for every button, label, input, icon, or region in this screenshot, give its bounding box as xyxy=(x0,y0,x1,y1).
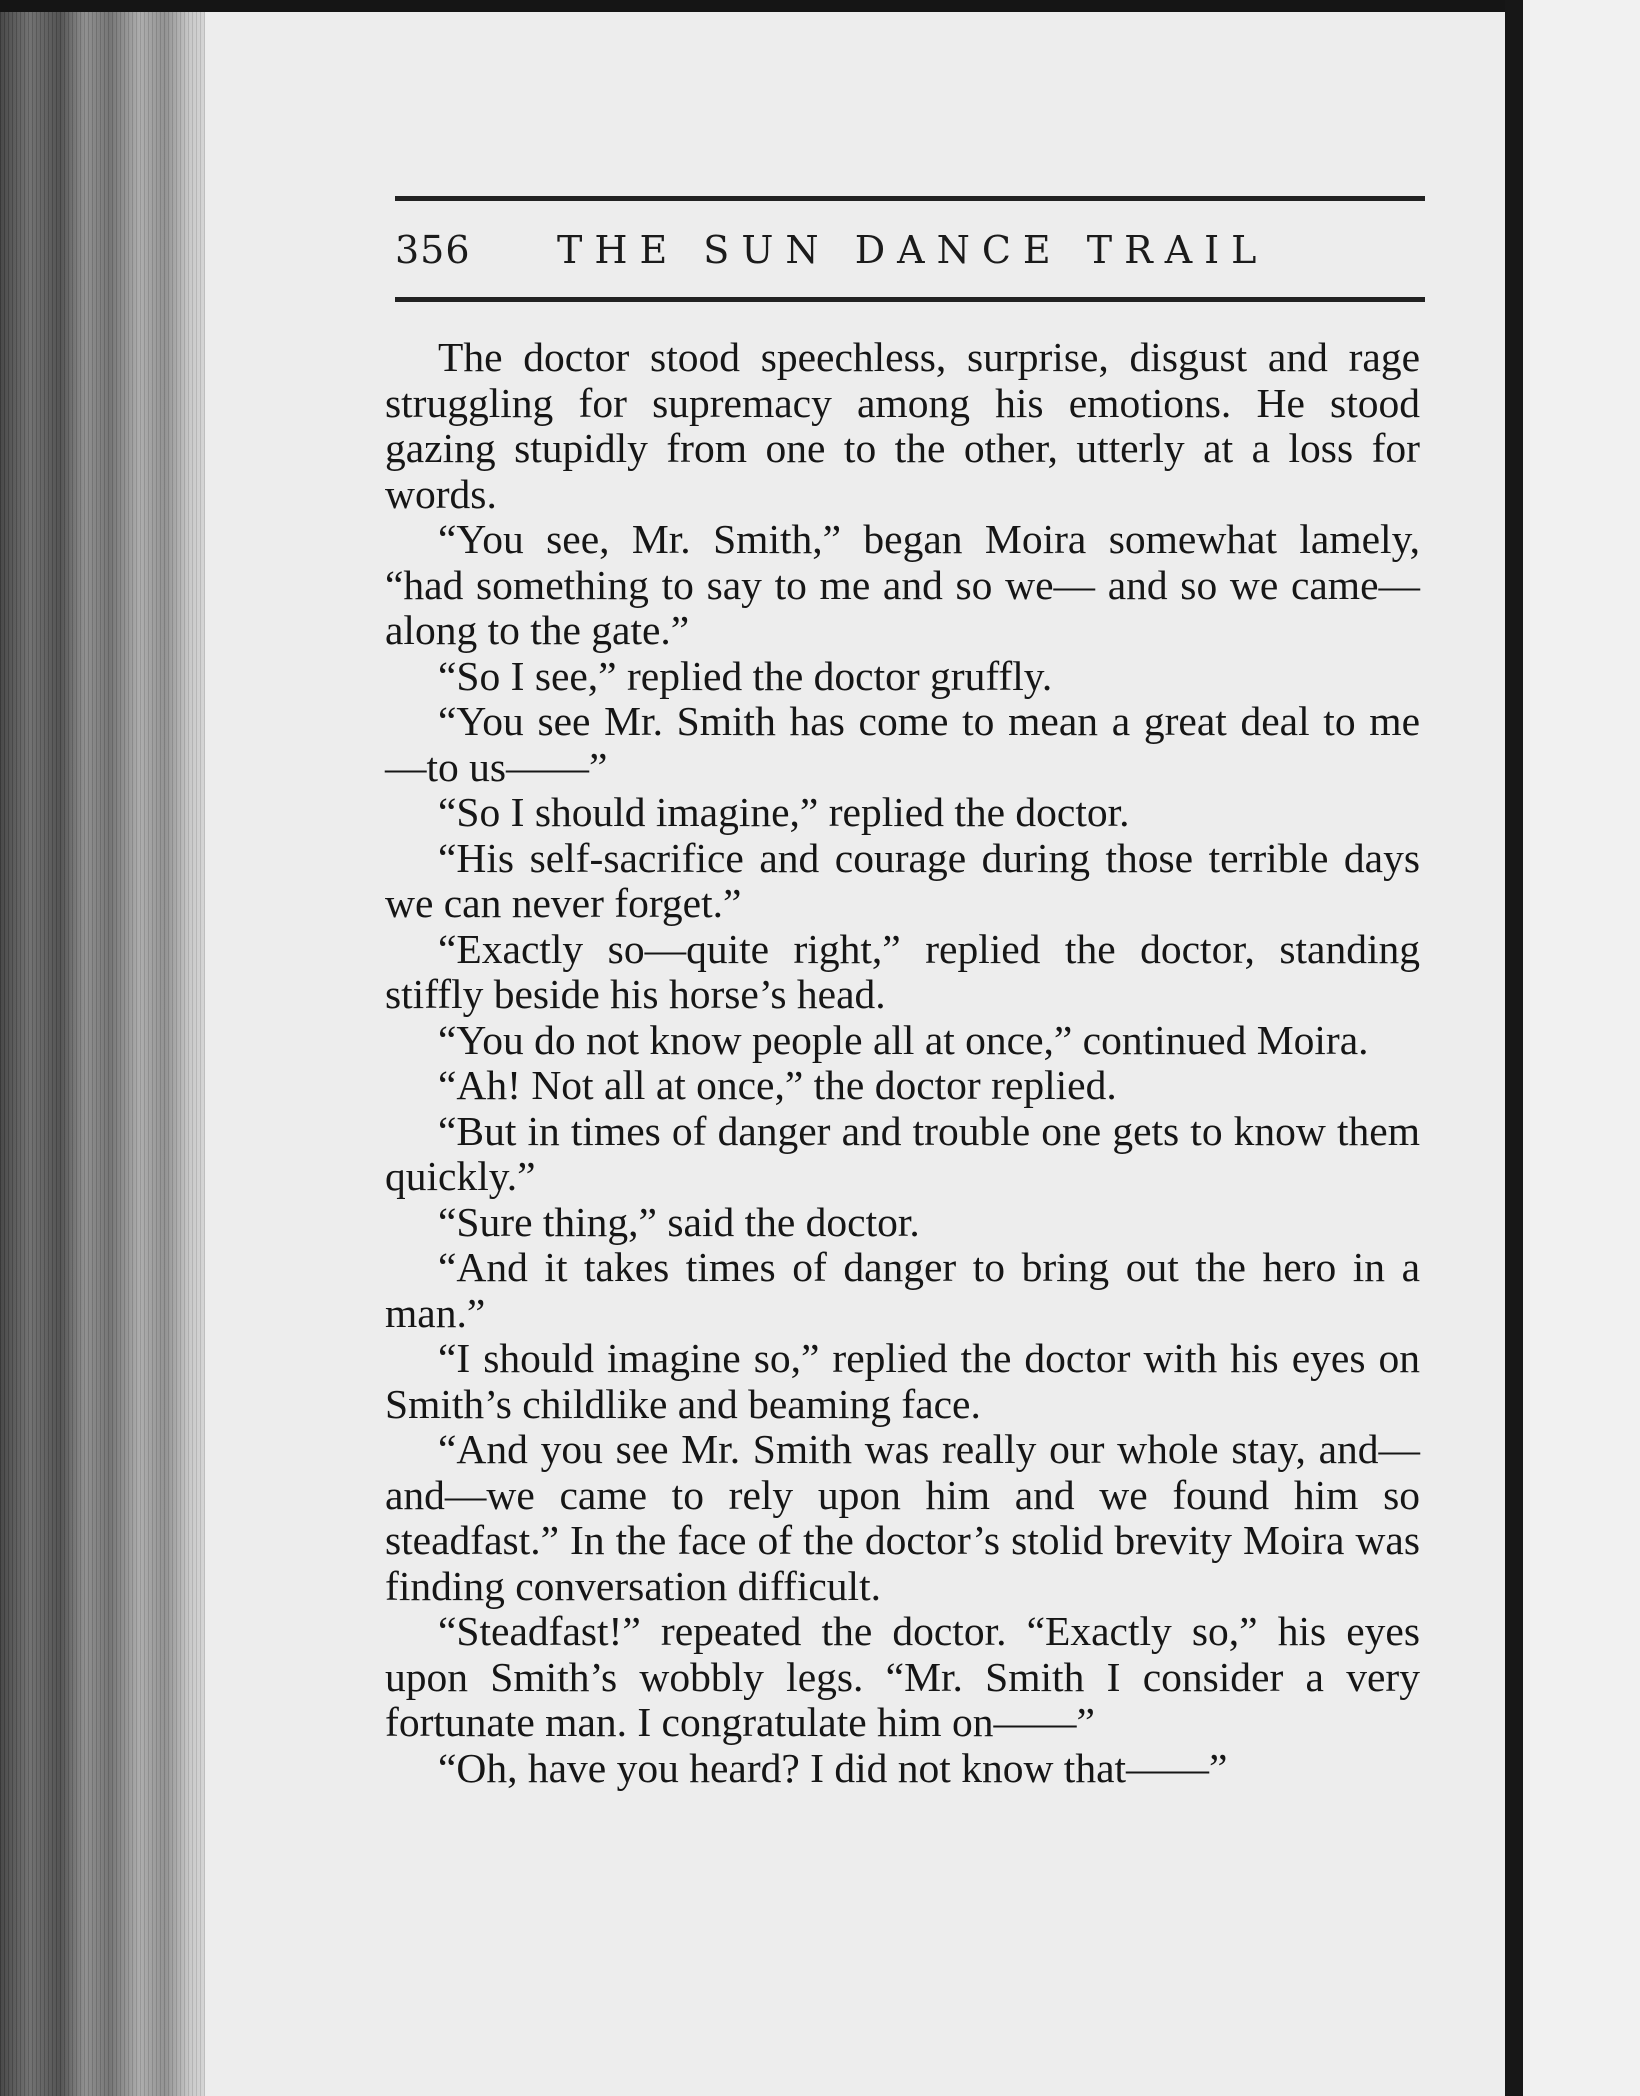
paragraph: “And you see Mr. Smith was really our whole stay, and—and—we came to rely upon him and we found him so steadfast.” In the face of the doctor’s stolid brevity Moira was finding conversation difficult. xyxy=(385,1426,1420,1609)
paragraph: “You see, Mr. Smith,” began Moira somewhat lamely, “had something to say to me and so we— and so we came—along to the gate.” xyxy=(385,516,1420,653)
header-rule-bottom xyxy=(395,297,1425,302)
paragraph: “You see Mr. Smith has come to mean a great deal to me—to us——” xyxy=(385,698,1420,790)
page-header xyxy=(395,222,1425,282)
page-edges xyxy=(0,0,215,2096)
paragraph: “His self-sacrifice and courage during those terrible days we can never forget.” xyxy=(385,834,1420,926)
paragraph: “So I see,” replied the doctor gruffly. xyxy=(438,652,1053,699)
paragraph: The doctor stood speechless, surprise, disgust and rage struggling for supremacy among his emotions. He stood gazing stupidly from one to the other, utterly at a loss for words. xyxy=(385,334,1420,517)
paragraph: “Sure thing,” said the doctor. xyxy=(438,1198,920,1245)
paragraph: “Exactly so—quite right,” replied the doctor, standing stiffly beside his horse’s head. xyxy=(385,925,1420,1017)
scan-border-top xyxy=(0,0,1640,12)
paragraph: “You do not know people all at once,” continued Moira. xyxy=(438,1016,1369,1063)
paragraph: “Oh, have you heard? I did not know that——” xyxy=(438,1744,1228,1791)
paragraph: “But in times of danger and trouble one gets to know them quickly.” xyxy=(385,1107,1420,1199)
paragraph: “Steadfast!” repeated the doctor. “Exactly so,” his eyes upon Smith’s wobbly legs. “Mr. Smith I consider a very fortunate man. I congratulate him on——” xyxy=(385,1608,1420,1745)
running-head: THE SUN DANCE TRAIL xyxy=(557,228,1269,272)
facing-page xyxy=(1523,0,1640,2096)
page-number: 356 xyxy=(395,228,471,272)
header-rule-top xyxy=(395,196,1425,201)
paragraph: “And it takes times of danger to bring out the hero in a man.” xyxy=(385,1244,1420,1336)
body-text xyxy=(385,335,1420,1791)
paragraph: “Ah! Not all at once,” the doctor replied. xyxy=(438,1062,1117,1108)
paragraph: “I should imagine so,” replied the doctor with his eyes on Smith’s childlike and beaming face. xyxy=(385,1335,1420,1427)
paragraph: “So I should imagine,” replied the doctor. xyxy=(438,789,1130,835)
book-gutter xyxy=(1505,0,1523,2096)
